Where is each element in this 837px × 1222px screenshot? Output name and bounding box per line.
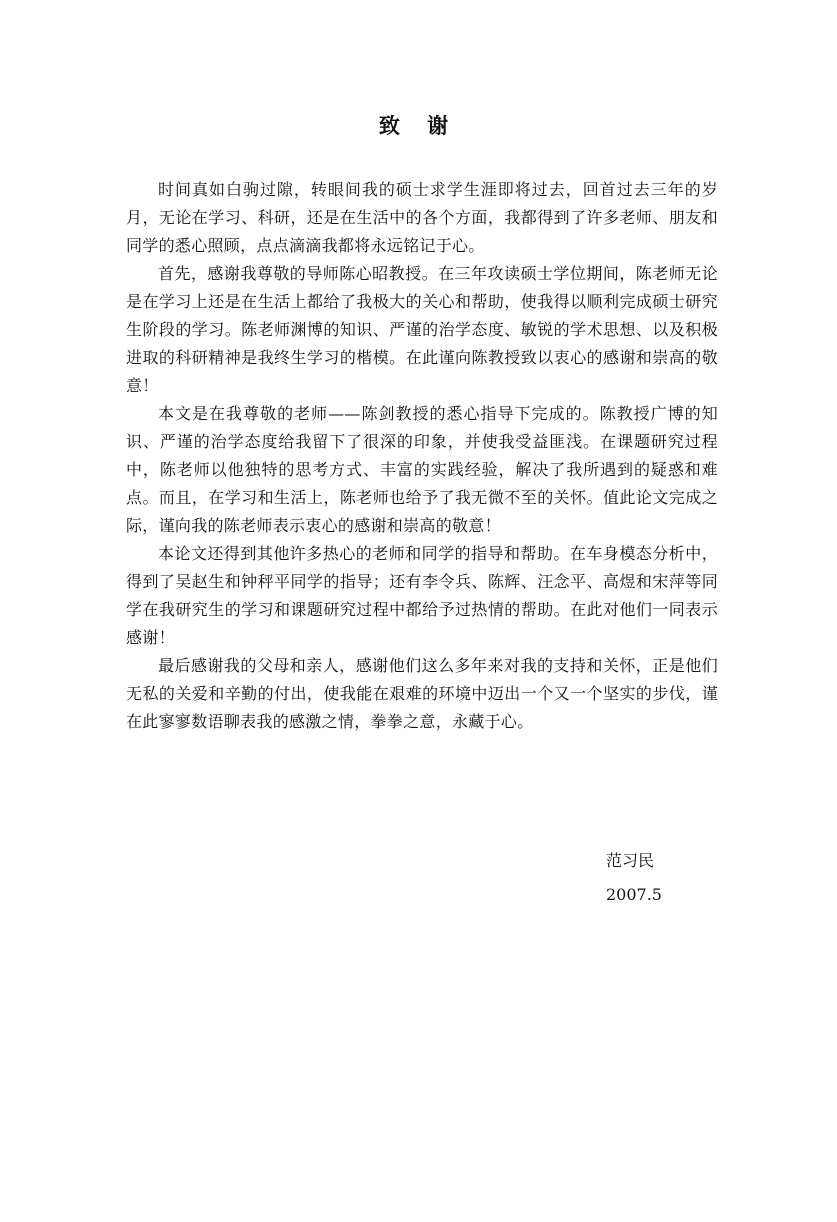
paragraph-family: 最后感谢我的父母和亲人，感谢他们这么多年来对我的支持和关怀，正是他们无私的关爱和辛勤的付出，使我能在艰难的环境中迈出一个又一个坚实的步伐，谨在此寥寥数语聊表我的感激之情，拳拳之意，永藏于心。 [126,656,718,731]
author-name: 范习民 [606,851,655,870]
paragraph-teacher: 本文是在我尊敬的老师——陈剑教授的悉心指导下完成的。陈教授广博的知识、严谨的治学态度给我留下了很深的印象，并使我受益匪浅。在课题研究过程中，陈老师以他独特的思考方式、丰富的实践经验，解决了我所遇到的疑惑和难点。而且，在学习和生活上，陈老师也给予了我无微不至的关怀。值此论文完成之际，谨向我的陈老师表示衷心的感谢和崇高的敬意！ [126,404,718,535]
paragraph-classmates: 本论文还得到其他许多热心的老师和同学的指导和帮助。在车身模态分析中，得到了吴赵生和钟秤平同学的指导；还有李令兵、陈辉、汪念平、高煜和宋萍等同学在我研究生的学习和课题研究过程中都给予过热情的帮助。在此对他们一同表示感谢！ [126,544,718,647]
page-title: 致 谢 [378,114,459,138]
paragraph-advisor: 首先，感谢我尊敬的导师陈心昭教授。在三年攻读硕士学位期间，陈老师无论是在学习上还是在生活上都给了我极大的关心和帮助，使我得以顺利完成硕士研究生阶段的学习。陈老师渊博的知识、严谨的治学态度、敏锐的学术思想、以及积极进取的科研精神是我终生学习的楷模。在此谨向陈教授致以衷心的感谢和崇高的敬意！ [126,264,718,395]
acknowledgment-body [126,176,718,736]
signature-block [606,844,662,912]
signature-date: 2007.5 [606,885,662,904]
paragraph-intro: 时间真如白驹过隙，转眼间我的硕士求学生涯即将过去，回首过去三年的岁月，无论在学习、科研，还是在生活中的各个方面，我都得到了许多老师、朋友和同学的悉心照顾，点点滴滴我都将永远铭记于心。 [126,180,718,255]
